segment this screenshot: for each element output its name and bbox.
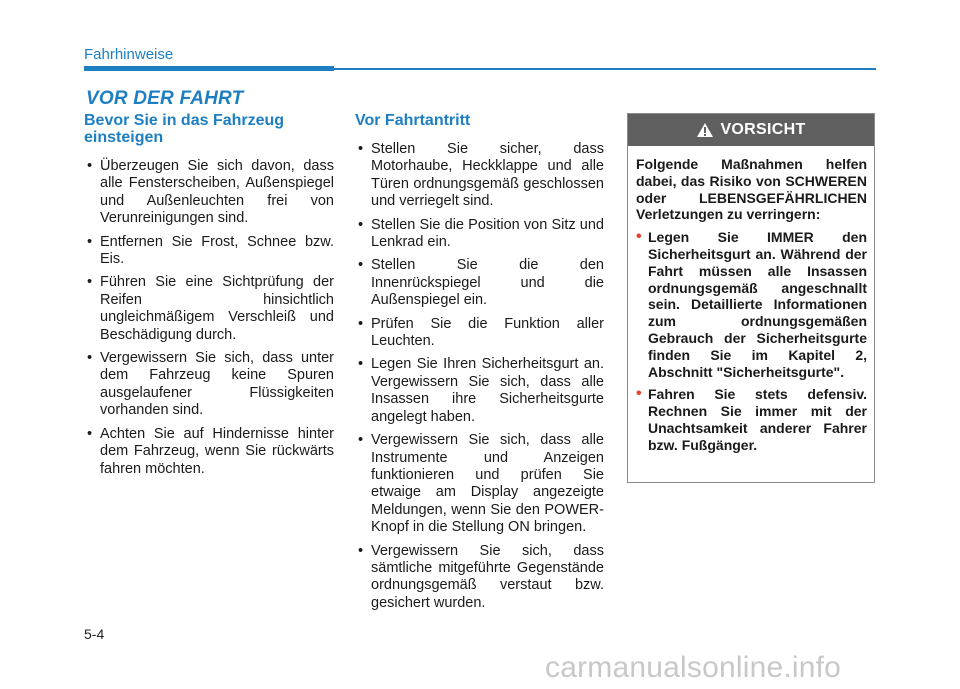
bullet-list xyxy=(355,141,604,612)
bullet-list xyxy=(84,158,334,478)
caution-header xyxy=(628,114,874,146)
header-bar-thick xyxy=(84,66,334,71)
list-item: • Überzeugen Sie sich davon, dass alle Fensterscheiben, Außenspiegel und Außenleuchten frei von Verunreinigungen sind. xyxy=(84,158,334,228)
list-item: • Legen Sie Ihren Sicherheitsgurt an. Vergewissern Sie sich, dass alle Insassen ihre Sicherheitsgurte angelegt haben. xyxy=(355,356,604,426)
warning-triangle-icon xyxy=(696,122,714,138)
caution-intro: Folgende Maßnahmen helfen dabei, das Risiko von SCHWEREN oder LEBENSGEFÄHRLICHEN Verletzungen zu verringern: xyxy=(636,156,867,223)
list-item: • Stellen Sie die den Innenrückspiegel und die Außenspiegel ein. xyxy=(355,257,604,309)
column-heading: Bevor Sie in das Fahrzeug einsteigen xyxy=(84,112,285,146)
page-title: VOR DER FAHRT xyxy=(86,88,244,109)
list-item: • Entfernen Sie Frost, Schnee bzw. Eis. xyxy=(84,234,334,269)
column-heading: Vor Fahrtantritt xyxy=(355,112,471,129)
caution-box xyxy=(627,113,875,483)
caution-item: • Fahren Sie stets defensiv. Rechnen Sie immer mit der Unachtsamkeit anderer Fahrer bzw. Fußgänger. xyxy=(636,386,867,453)
list-item: • Vergewissern Sie sich, dass alle Instrumente und Anzeigen funktionieren und prüfen Sie etwaige am Display angezeigte Meldungen, wenn Sie den POWER-Knopf in die Stellung ON bringen. xyxy=(355,432,604,536)
page-number: 5-4 xyxy=(84,626,105,642)
list-item: • Achten Sie auf Hindernisse hinter dem Fahrzeug, wenn Sie rückwärts fahren möchten. xyxy=(84,426,334,478)
column-before-departure xyxy=(355,112,604,618)
header-bar-thin xyxy=(334,68,876,70)
column-before-boarding xyxy=(84,112,334,484)
list-item: • Stellen Sie sicher, dass Motorhaube, Heckklappe und alle Türen ordnungsgemäß geschlossen und verriegelt sind. xyxy=(355,141,604,211)
section-label: Fahrhinweise xyxy=(84,46,174,63)
caution-item: • Legen Sie IMMER den Sicherheitsgurt an. Während der Fahrt müssen alle Insassen ordnungsgemäß angeschnallt sein. Detaillierte Informationen zum ordnungsgemäßen Gebrauch der Sicherheitsgurte finden Sie im Kapitel 2, Abschnitt "Sicherheitsgurte". xyxy=(636,229,867,380)
list-item: • Stellen Sie die Position von Sitz und Lenkrad ein. xyxy=(355,217,604,252)
list-item: • Vergewissern Sie sich, dass sämtliche mitgeführte Gegenstände ordnungsgemäß verstaut bzw. gesichert wurden. xyxy=(355,543,604,613)
list-item: • Vergewissern Sie sich, dass unter dem Fahrzeug keine Spuren ausgelaufener Flüssigkeiten vorhanden sind. xyxy=(84,350,334,420)
list-item: • Führen Sie eine Sichtprüfung der Reifen hinsichtlich ungleichmäßigem Verschleiß und Beschädigung durch. xyxy=(84,274,334,344)
list-item: • Prüfen Sie die Funktion aller Leuchten. xyxy=(355,316,604,351)
caution-list xyxy=(636,229,867,453)
caution-label: VORSICHT xyxy=(720,121,806,138)
watermark: carmanualsonline.info xyxy=(545,651,842,684)
caution-body xyxy=(628,146,874,454)
